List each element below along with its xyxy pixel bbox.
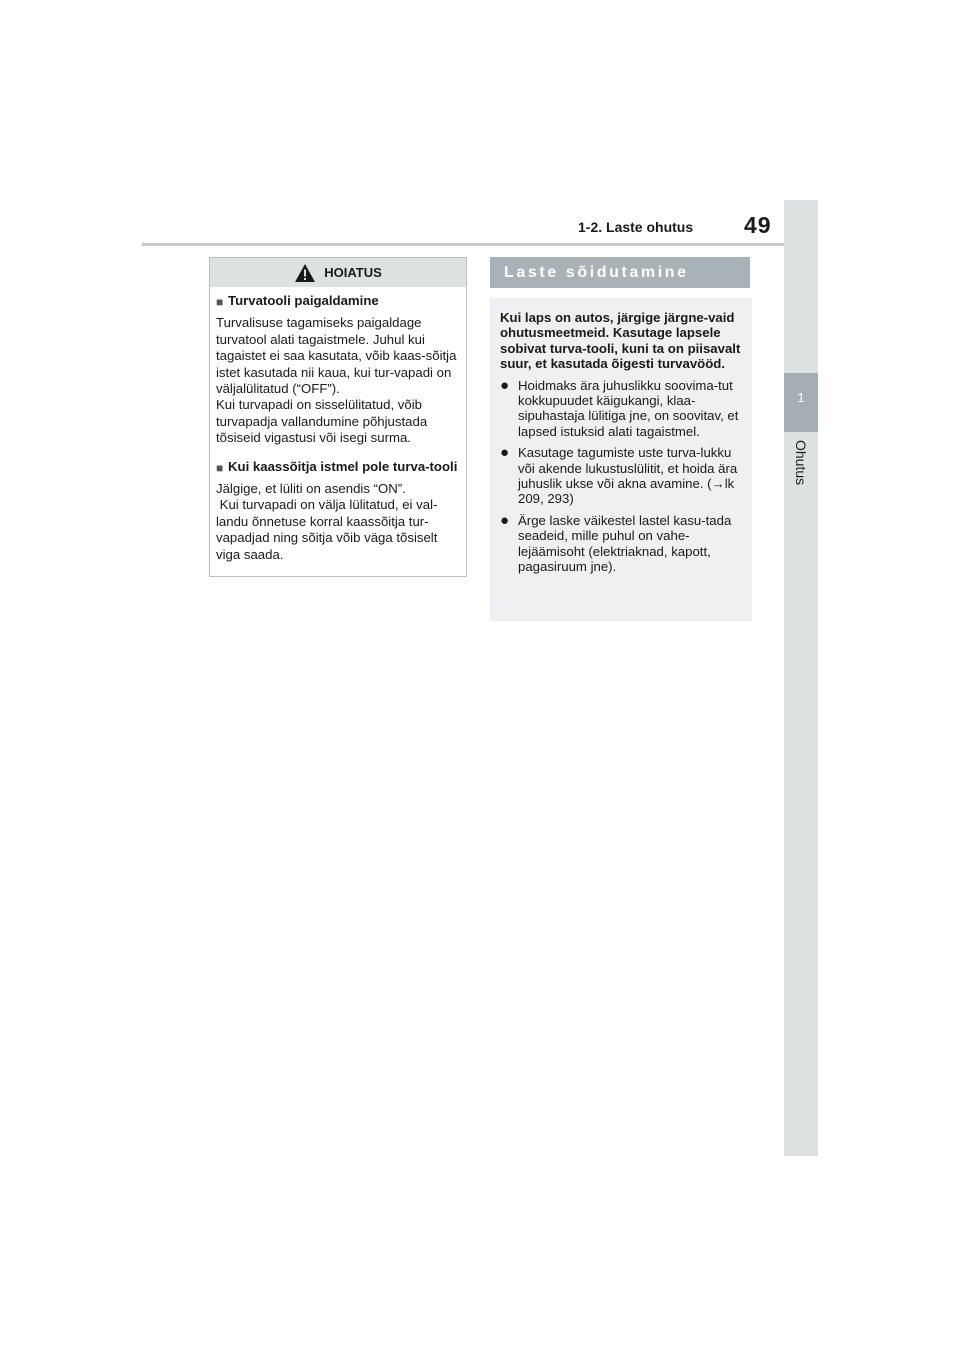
square-bullet-icon: ■ [216,295,224,309]
warning-item-text: Jälgige, et lüliti on asendis “ON”. [216,481,406,497]
warning-item-text: Kui turvapadi on sisselülitatud, võib turvapadja vallandumine põhjustada tõsiseid vigastusi või isegi surma. [216,397,428,446]
section-title: 1-2. Laste ohutus [578,219,694,235]
chapter-number: 1 [797,390,805,405]
side-tab [784,200,818,1156]
warning-triangle-icon [294,263,316,283]
square-bullet-icon: ■ [216,460,224,475]
list-item: ● Hoidmaks ära juhuslikku soovima-tut kokkupuudet käigukangi, klaa-sipuhastaja lülitiga jne, on soovitav, et lapsed istuksid alati tagaistmel. [500,376,739,439]
chapter-name: Ohutus [793,440,809,486]
bullet-icon: ● [500,376,510,394]
warning-title: HOIATUS [324,265,382,280]
warning-item-text: Turvalisuse tagamiseks paigaldage turvatool alati tagaistmele. Juhul kui tagaistet ei saa kasutata, võib kaas-sõitja istet kasutada nii kaua, kui tur-vapadi on väljalülitatud (“OFF”). [216,315,457,397]
list-item: ● Kasutage tagumiste uste turva-lukku või akende lukustuslülitit, et hoida ära juhuslik ukse või akna avamine. (→lk 209, 293) [500,444,738,507]
bullet-icon: ● [500,511,510,529]
warning-item-text: Kui turvapadi on välja lülitatud, ei val-landu õnnetuse korral kaassõitja tur-vapadjad ning sõitja võib väga tõsiselt viga saada. [216,497,442,562]
page-number: 49 [744,212,772,238]
warning-box [209,257,467,577]
section-heading: Laste sõidutamine [490,257,750,288]
bullet-icon: ● [500,444,510,462]
warning-header [210,258,466,287]
list-item: ● Ärge laske väikestel lastel kasu-tada seadeid, mille puhul on vahe-lejäämisoht (elektriaknad, kapott, pagasiruum jne). [500,511,732,575]
warning-body [210,287,466,563]
intro-text: Kui laps on autos, järgige järgne-vaid ohutusmeetmeid. Kasutage lapsele sobivat turva-tooli, kuni ta on piisavalt suur, et kasutada õigesti turvavööd. [500,310,741,372]
warning-item-heading: ■ Kui kaassõitja istmel pole turva-tooli [216,458,458,475]
warning-item-heading: ■ Turvatooli paigaldamine [216,293,379,309]
header-rule [142,243,784,246]
safety-info-box [490,298,752,621]
